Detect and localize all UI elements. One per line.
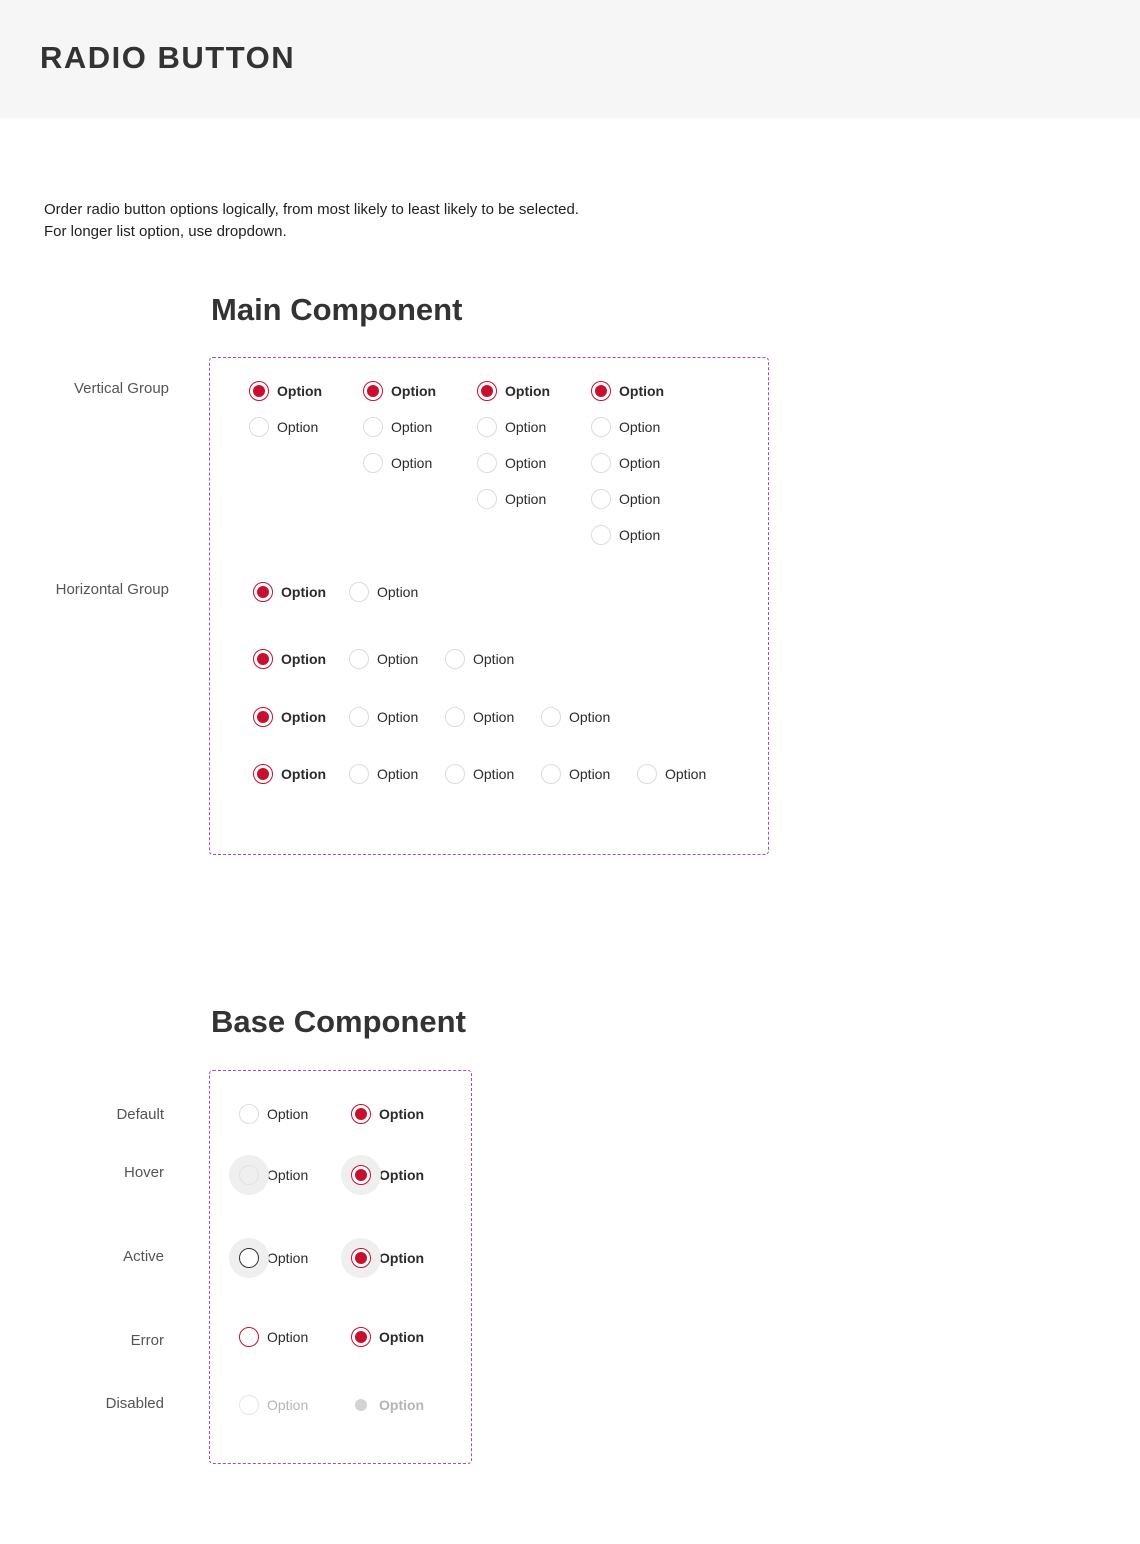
- radio-option-label: Option: [281, 709, 327, 725]
- radio-option-label: Option: [505, 455, 547, 471]
- radio-option-label: Option: [277, 419, 319, 435]
- horizontal-group-2-option[interactable]: [445, 647, 514, 671]
- radio-option-label: Option: [267, 1106, 309, 1122]
- default-unchecked-radio[interactable]: [239, 1102, 308, 1126]
- radio-option-label: Option: [377, 651, 419, 667]
- radio-option-label: Option: [619, 455, 661, 471]
- radio-unchecked-icon[interactable]: [591, 417, 611, 437]
- horizontal-group-1-option[interactable]: [349, 580, 418, 604]
- radio-option-label: Option: [473, 709, 515, 725]
- radio-checked-icon[interactable]: [477, 381, 497, 401]
- vertical-group-2-option[interactable]: [363, 415, 432, 439]
- radio-option-label: Option: [379, 1106, 425, 1122]
- base-component-title: Base Component: [211, 1004, 466, 1039]
- state-label-error: Error: [130, 1332, 164, 1349]
- disabled-unchecked-radio[interactable]: [239, 1393, 308, 1417]
- radio-checked-icon[interactable]: [253, 582, 273, 602]
- error-unchecked-radio[interactable]: [239, 1325, 308, 1349]
- radio-option-label: Option: [391, 383, 437, 399]
- radio-option-label: Option: [267, 1329, 309, 1345]
- horizontal-group-2-option[interactable]: [253, 647, 326, 671]
- radio-option-label: Option: [379, 1167, 425, 1183]
- radio-checked-icon[interactable]: [351, 1395, 371, 1415]
- radio-unchecked-icon[interactable]: [541, 707, 561, 727]
- radio-unchecked-icon[interactable]: [239, 1248, 259, 1268]
- radio-option-label: Option: [619, 419, 661, 435]
- vertical-group-4-option[interactable]: [591, 487, 660, 511]
- radio-checked-icon[interactable]: [253, 707, 273, 727]
- radio-checked-icon[interactable]: [351, 1327, 371, 1347]
- radio-option-label: Option: [569, 709, 611, 725]
- vertical-group-1-option[interactable]: [249, 379, 322, 403]
- radio-option-label: Option: [267, 1397, 309, 1413]
- radio-option-label: Option: [377, 709, 419, 725]
- page-header: [0, 0, 1140, 118]
- radio-unchecked-icon[interactable]: [349, 582, 369, 602]
- radio-option-label: Option: [377, 766, 419, 782]
- horizontal-group-4-option[interactable]: [253, 762, 326, 786]
- state-label-default: Default: [116, 1106, 164, 1123]
- horizontal-group-4-option[interactable]: [637, 762, 706, 786]
- radio-option-label: Option: [665, 766, 707, 782]
- vertical-group-3-option[interactable]: [477, 451, 546, 475]
- radio-unchecked-icon[interactable]: [239, 1395, 259, 1415]
- vertical-group-2-option[interactable]: [363, 451, 432, 475]
- page-title: RADIO BUTTON: [40, 40, 296, 75]
- radio-unchecked-icon[interactable]: [477, 489, 497, 509]
- radio-checked-icon[interactable]: [249, 381, 269, 401]
- main-component-title: Main Component: [211, 292, 463, 327]
- radio-option-label: Option: [619, 383, 665, 399]
- radio-unchecked-icon[interactable]: [445, 764, 465, 784]
- intro-line-2: For longer list option, use dropdown.: [44, 223, 287, 240]
- radio-checked-icon[interactable]: [363, 381, 383, 401]
- vertical-group-label: Vertical Group: [73, 380, 169, 397]
- radio-unchecked-icon[interactable]: [349, 707, 369, 727]
- intro-line-1: Order radio button options logically, from most likely to least likely to be selected.: [44, 201, 579, 218]
- vertical-group-4-option[interactable]: [591, 415, 660, 439]
- radio-unchecked-icon[interactable]: [445, 649, 465, 669]
- radio-unchecked-icon[interactable]: [363, 453, 383, 473]
- vertical-group-2-option[interactable]: [363, 379, 436, 403]
- radio-option-label: Option: [619, 491, 661, 507]
- vertical-group-1-option[interactable]: [249, 415, 318, 439]
- horizontal-group-4-option[interactable]: [445, 762, 514, 786]
- radio-option-label: Option: [619, 527, 661, 543]
- radio-unchecked-icon[interactable]: [239, 1327, 259, 1347]
- radio-checked-icon[interactable]: [253, 649, 273, 669]
- radio-option-label: Option: [377, 584, 419, 600]
- horizontal-group-3-option[interactable]: [445, 705, 514, 729]
- horizontal-group-label: Horizontal Group: [55, 581, 169, 598]
- intro-text: [44, 199, 579, 243]
- radio-checked-icon[interactable]: [351, 1104, 371, 1124]
- disabled-checked-radio[interactable]: [351, 1393, 424, 1417]
- vertical-group-4-option[interactable]: [591, 523, 660, 547]
- radio-unchecked-icon[interactable]: [477, 417, 497, 437]
- active-checked-radio[interactable]: [351, 1246, 424, 1270]
- radio-checked-icon[interactable]: [351, 1248, 371, 1268]
- radio-unchecked-icon[interactable]: [349, 764, 369, 784]
- state-label-hover: Hover: [123, 1164, 164, 1181]
- hover-unchecked-radio[interactable]: [239, 1163, 308, 1187]
- radio-unchecked-icon[interactable]: [637, 764, 657, 784]
- radio-unchecked-icon[interactable]: [445, 707, 465, 727]
- radio-option-label: Option: [277, 383, 323, 399]
- radio-unchecked-icon[interactable]: [239, 1165, 259, 1185]
- radio-option-label: Option: [505, 491, 547, 507]
- radio-option-label: Option: [281, 766, 327, 782]
- horizontal-group-4-option[interactable]: [349, 762, 418, 786]
- radio-option-label: Option: [505, 383, 551, 399]
- radio-unchecked-icon[interactable]: [591, 525, 611, 545]
- radio-option-label: Option: [379, 1397, 425, 1413]
- radio-unchecked-icon[interactable]: [363, 417, 383, 437]
- radio-option-label: Option: [281, 584, 327, 600]
- state-label-active: Active: [123, 1248, 164, 1265]
- radio-option-label: Option: [391, 419, 433, 435]
- horizontal-group-1-option[interactable]: [253, 580, 326, 604]
- error-checked-radio[interactable]: [351, 1325, 424, 1349]
- state-label-disabled: Disabled: [105, 1395, 164, 1412]
- radio-option-label: Option: [281, 651, 327, 667]
- radio-option-label: Option: [505, 419, 547, 435]
- radio-checked-icon[interactable]: [253, 764, 273, 784]
- radio-unchecked-icon[interactable]: [249, 417, 269, 437]
- radio-unchecked-icon[interactable]: [591, 489, 611, 509]
- active-unchecked-radio[interactable]: [239, 1246, 308, 1270]
- vertical-group-3-option[interactable]: [477, 379, 550, 403]
- vertical-group-4-option[interactable]: [591, 451, 660, 475]
- horizontal-group-2-option[interactable]: [349, 647, 418, 671]
- hover-checked-radio[interactable]: [351, 1163, 424, 1187]
- radio-unchecked-icon[interactable]: [239, 1104, 259, 1124]
- radio-unchecked-icon[interactable]: [349, 649, 369, 669]
- radio-option-label: Option: [267, 1250, 309, 1266]
- radio-unchecked-icon[interactable]: [541, 764, 561, 784]
- horizontal-group-3-option[interactable]: [541, 705, 610, 729]
- radio-unchecked-icon[interactable]: [477, 453, 497, 473]
- horizontal-group-4-option[interactable]: [541, 762, 610, 786]
- radio-option-label: Option: [569, 766, 611, 782]
- radio-option-label: Option: [267, 1167, 309, 1183]
- radio-checked-icon[interactable]: [591, 381, 611, 401]
- radio-option-label: Option: [473, 766, 515, 782]
- vertical-group-3-option[interactable]: [477, 487, 546, 511]
- radio-unchecked-icon[interactable]: [591, 453, 611, 473]
- horizontal-group-3-option[interactable]: [253, 705, 326, 729]
- vertical-group-3-option[interactable]: [477, 415, 546, 439]
- radio-option-label: Option: [391, 455, 433, 471]
- default-checked-radio[interactable]: [351, 1102, 424, 1126]
- radio-option-label: Option: [379, 1329, 425, 1345]
- vertical-group-4-option[interactable]: [591, 379, 664, 403]
- radio-checked-icon[interactable]: [351, 1165, 371, 1185]
- radio-option-label: Option: [379, 1250, 425, 1266]
- horizontal-group-3-option[interactable]: [349, 705, 418, 729]
- radio-option-label: Option: [473, 651, 515, 667]
